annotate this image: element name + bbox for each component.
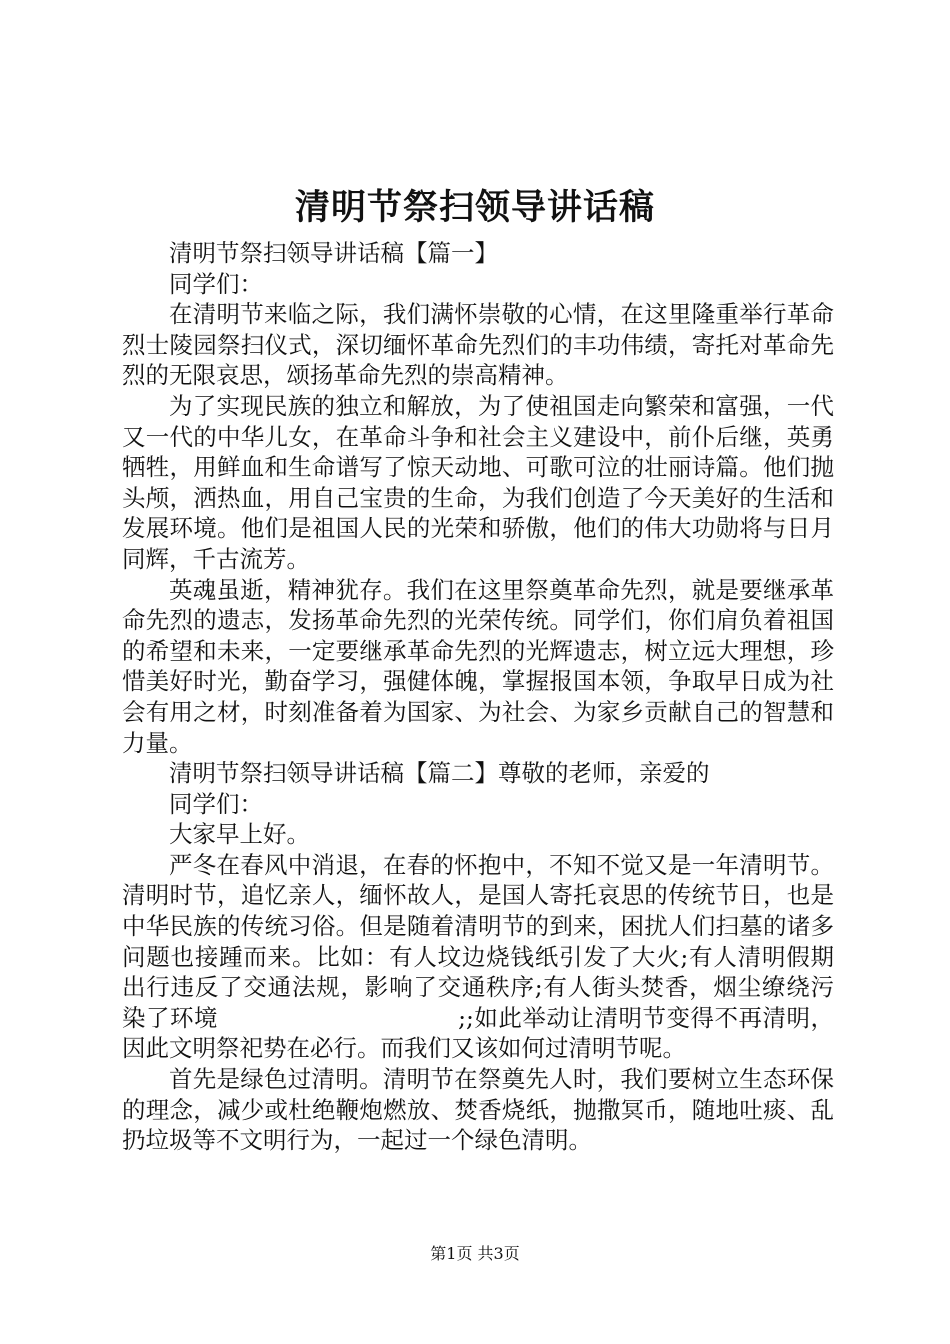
paragraph: 英魂虽逝，精神犹存。我们在这里祭奠革命先烈，就是要继承革命先烈的遗志，发扬革命先烈的光荣传统。同学们，你们肩负着祖国的希望和未来，一定要继承革命先烈的光辉遗志，树立远大理想，珍惜美好时光，勤奋学习，强健体魄，掌握报国本领，争取早日成为社会有用之材，时刻准备着为国家、为社会、为家乡贡献自己的智慧和力量。: [122, 575, 834, 757]
salutation: 同学们：: [169, 269, 263, 298]
paragraph: 首先是绿色过清明。清明节在祭奠先人时，我们要树立生态环保的理念，减少或杜绝鞭炮燃放、焚香烧纸，抛撒冥币，随地吐痰、乱扔垃圾等不文明行为，一起过一个绿色清明。: [122, 1065, 834, 1155]
paragraph: 严冬在春风中消退，在春的怀抱中，不知不觉又是一年清明节。清明时节，追忆亲人，缅怀故人，是国人寄托哀思的传统节日，也是中华民族的传统习俗。但是随着清明节的到来，困扰人们扫墓的诸多问题也接踵而来。比如：有人坟边烧钱纸引发了大火;有人清明假期出行违反了交通法规，影响了交通秩序;有人街头焚香，烟尘缭绕污染了环境 ;;如此举动让清明节变得不再清明，因此文明祭祀势在必行。而我们又该如何过清明节呢。: [122, 850, 834, 1063]
greeting: 大家早上好。: [169, 820, 310, 849]
document-title: 清明节祭扫领导讲话稿: [294, 187, 655, 228]
salutation: 同学们：: [169, 789, 263, 818]
paragraph: 在清明节来临之际，我们满怀崇敬的心情，在这里隆重举行革命烈士陵园祭扫仪式，深切缅怀革命先烈们的丰功伟绩，寄托对革命先烈的无限哀思，颂扬革命先烈的崇高精神。: [122, 300, 834, 390]
document-body: [122, 238, 834, 1156]
page-footer: 第1页 共3页: [430, 1244, 520, 1263]
paragraph: 为了实现民族的独立和解放，为了使祖国走向繁荣和富强，一代又一代的中华儿女，在革命斗争和社会主义建设中，前仆后继，英勇牺牲，用鲜血和生命谱写了惊天动地、可歌可泣的壮丽诗篇。他们抛头颅，洒热血，用自己宝贵的生命，为我们创造了今天美好的生活和发展环境。他们是祖国人民的光荣和骄傲，他们的伟大功勋将与日月同辉，千古流芳。: [122, 391, 834, 573]
section-heading-2: 清明节祭扫领导讲话稿【篇二】尊敬的老师，亲爱的: [169, 759, 710, 788]
section-heading-1: 清明节祭扫领导讲话稿【篇一】: [169, 239, 498, 267]
